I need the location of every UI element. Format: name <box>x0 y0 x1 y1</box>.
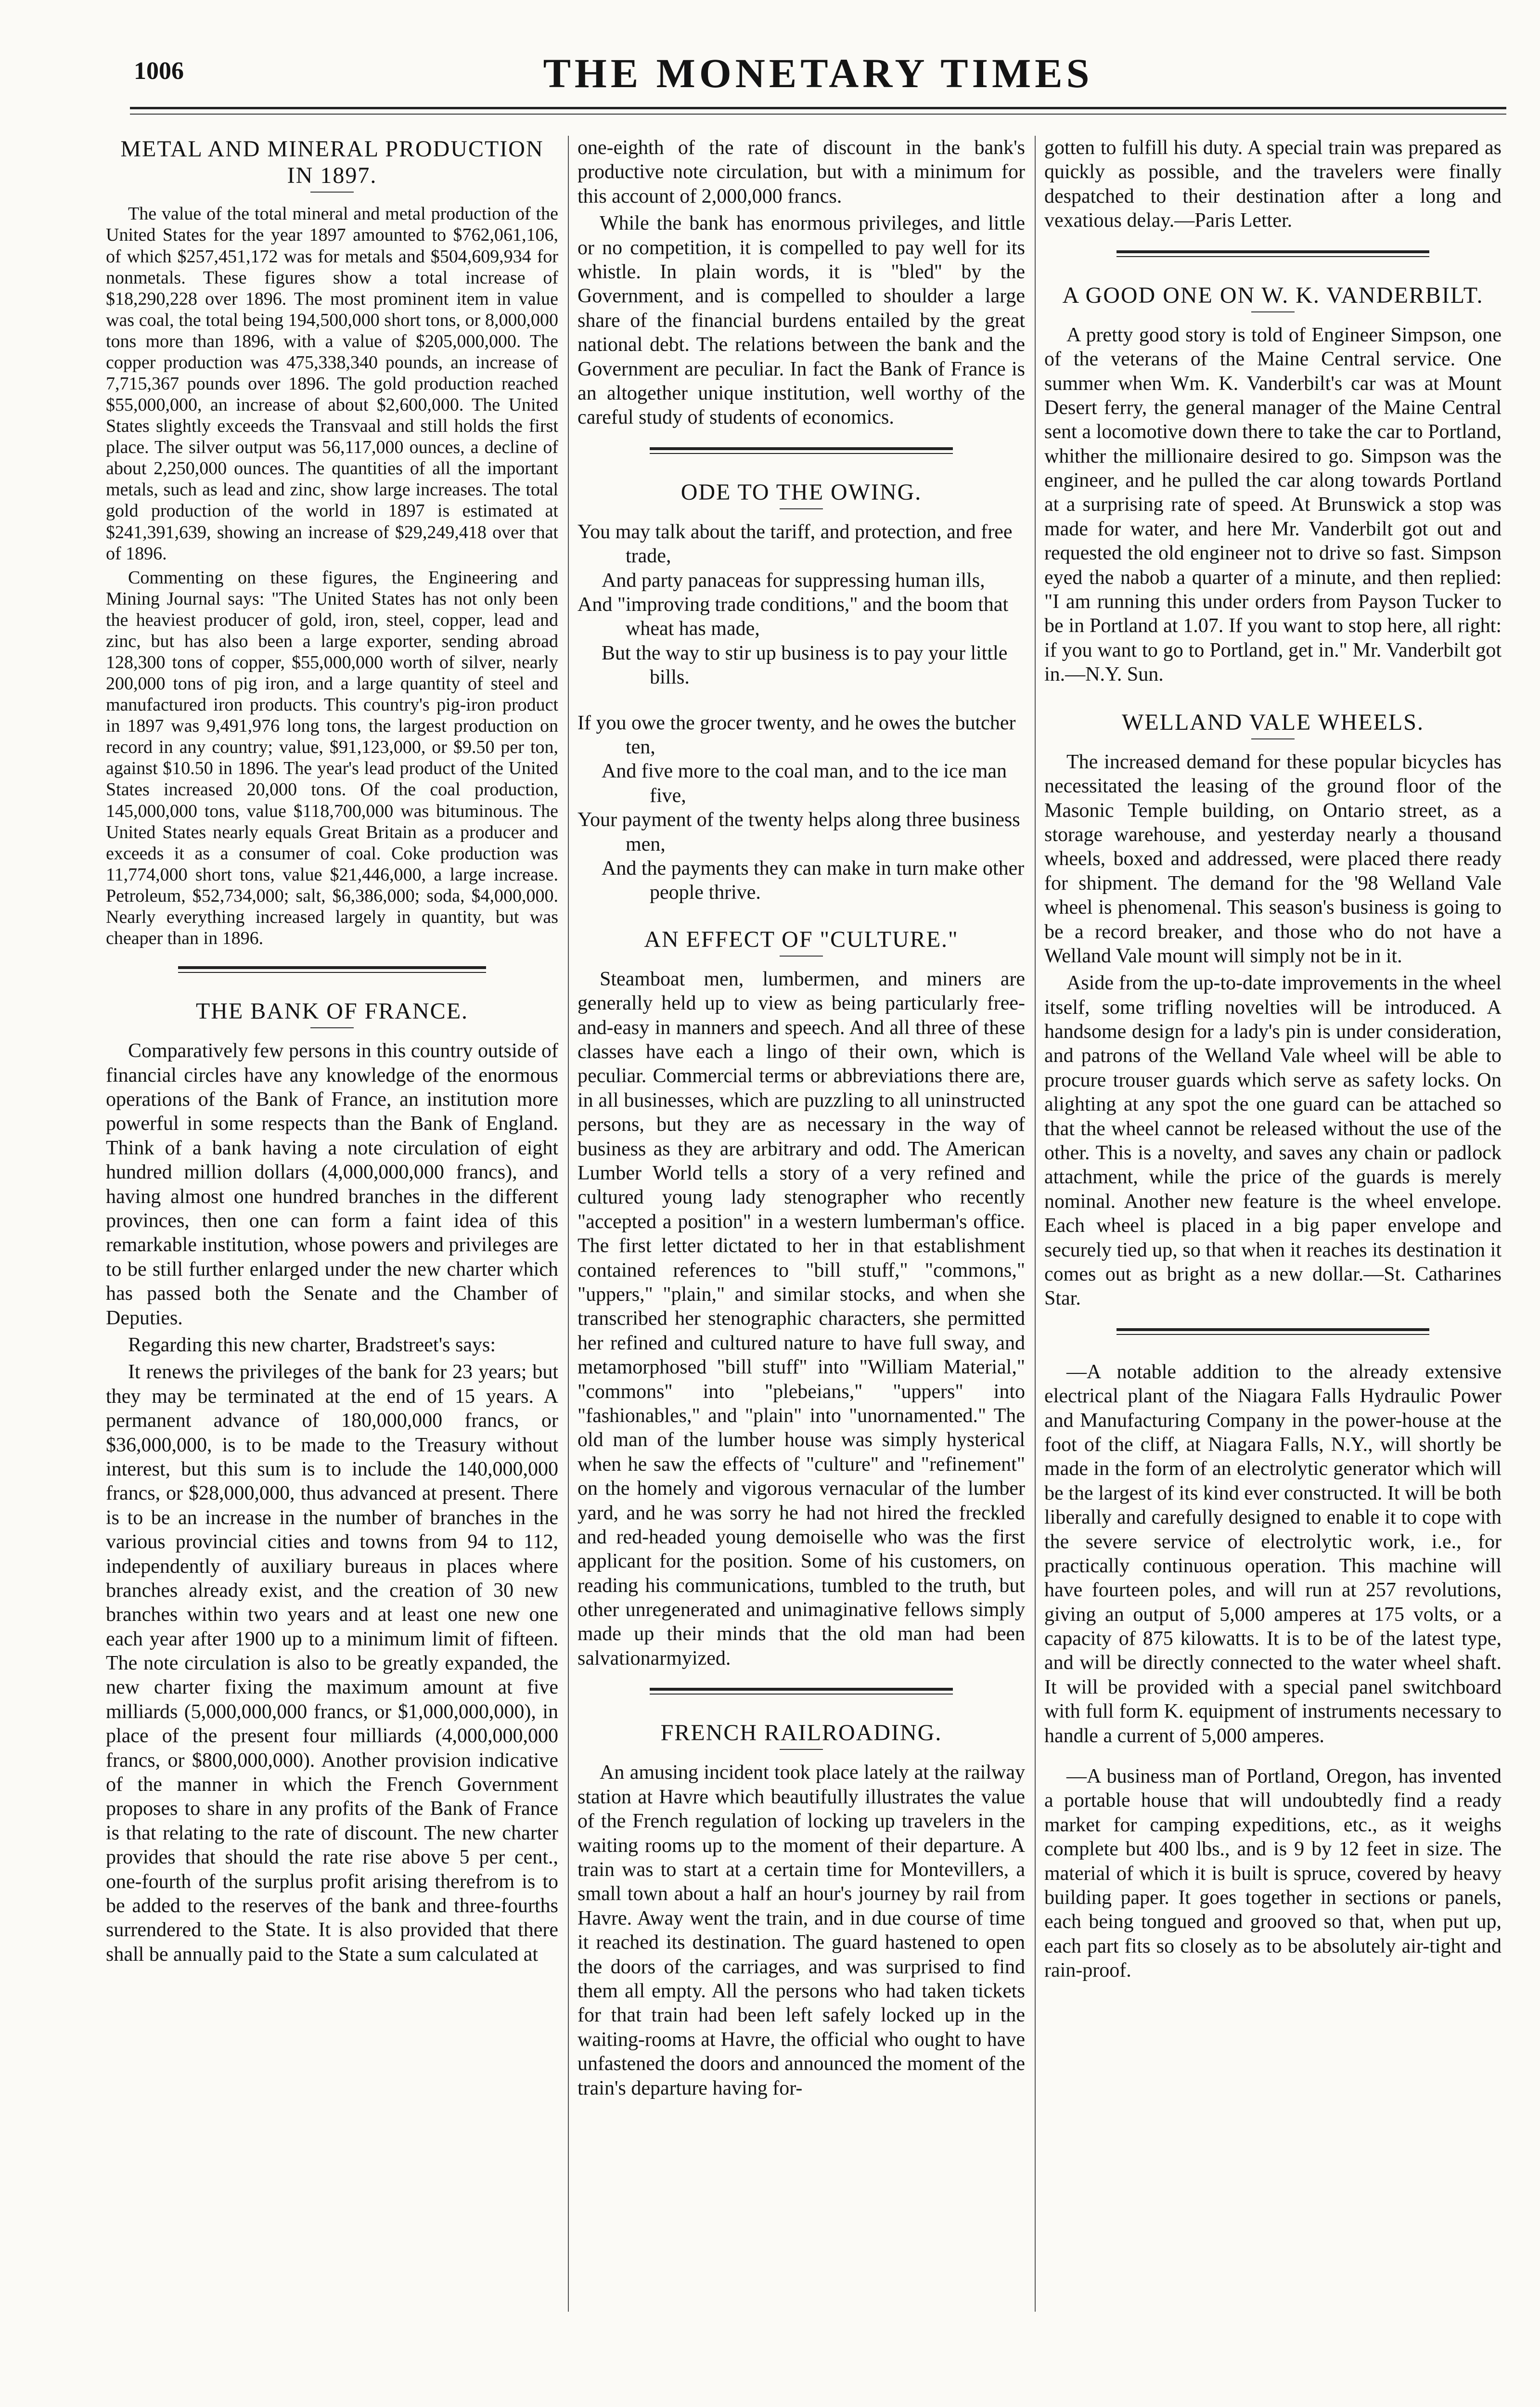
article-paragraph: —A business man of Portland, Oregon, has invented a portable house that will undoubtedly find a ready market for camping expeditions, etc., as it weighs complete but 400 lbs., and is 9 by 12 feet in size. The material of which it is built is spruce, covered by heavy building paper. It goes together in sections or panels, each being tongued and grooved so that, when put up, each part fits so closely as to be absolutely air-tight and rain-proof. <box>1044 1765 1502 1982</box>
article-paragraph: Commenting on these figures, the Engineering and Mining Journal says: "The United States has not only been the heaviest producer of gold, iron, steel, copper, lead and zinc, but has also been a large exporter, sending abroad 128,300 tons of copper, $55,000,000 worth of silver, nearly 200,000 tons of pig iron, and a large quantity of steel and manufactured iron products. This country's pig-iron product in 1897 was 9,491,976 long tons, the largest production on record in any country; value, $91,123,000, or $9.50 per ton, against $10.50 in 1896. The year's lead product of the United States increased 20,000 tons. Of the coal production, 145,000,000 tons, value $118,700,000 was bituminous. The United States nearly equals Great Britain as a producer and exceeds it as a consumer of coal. Coke production was 11,774,000 short tons, value $21,446,000, a large increase. Petroleum, $52,734,000; salt, $6,386,000; soda, $4,000,000. Nearly everything increased largely in quantity, but was cheaper than in 1896. <box>106 567 558 949</box>
article-paragraph: A pretty good story is told of Engineer Simpson, one of the veterans of the Maine Central service. One summer when Wm. K. Vanderbilt's car was at Mount Desert ferry, the general manager of the Maine Central sent a locomotive down there to take the car to Portland, whither the millionaire desired to go. Simpson was the engineer, and he pulled the car along towards Portland at a surprising rate of speed. At Brunswick a stop was made for water, and here Mr. Vanderbilt got out and requested the old engineer not to drive so fast. Simpson eyed the nabob a quarter of a minute, and then replied: "I am running this under orders from Payson Tucker to be in Portland at 1.07. If you want to stop here, all right: if you want to go to Portland, get in." Mr. Vanderbilt got in.—N.Y. Sun. <box>1044 324 1502 686</box>
title-rule <box>1251 311 1295 312</box>
item-niagara-falls <box>1044 1360 1502 1748</box>
article-paragraph: It renews the privileges of the bank for 23 years; but they may be terminated at the end of 15 years. A permanent advance of 180,000,000 francs, or $36,000,000, is to be made to the Treasury without interest, but this sum is to include the 140,000,000 francs, or $28,000,000, thus advanced at present. There is to be an increase in the number of branches in the various provincial cities and towns from 94 to 112, independently of auxiliary bureaus in places where branches already exist, and the creation of 30 new branches within two years and at least one new one each year after 1900 up to a minimum limit of fifteen. The note circulation is also to be greatly expanded, the new charter fixing the maximum amount at five milliards (5,000,000,000 francs, or $1,000,000,000), in place of the present four milliards (4,000,000,000 francs, or $800,000,000). Another provision indicative of the manner in which the French Government proposes to share in any profits of the Bank of France is that relating to the rate of discount. The new charter provides that should the rate rise above 5 per cent., one-fourth of the surplus profit arising therefrom is to be added to the reserves of the bank and three-fourths surrendered to the State. It is also provided that there shall be annually paid to the State a sum calculated at <box>106 1361 558 1966</box>
article-separator <box>1116 1328 1429 1335</box>
article-separator <box>178 966 486 973</box>
title-rule <box>310 1027 354 1028</box>
spacer <box>1044 690 1502 709</box>
article-welland-vale <box>1044 709 1502 1311</box>
masthead-rule-thin <box>130 114 1506 115</box>
article-paragraph: The value of the total mineral and metal production of the United States for the year 1897 amounted to $762,061,106, of which $257,451,172 was for metals and $504,609,934 for nonmetals. These figures show a total increase of $18,290,228 over 1896. The most prominent item in value was coal, the total being 194,500,000 short tons, or 8,000,000 tons more than 1896, with a value of $205,000,000. The copper production was 475,338,340 pounds, an increase of 7,715,367 pounds over 1896. The gold production reached $55,000,000, an increase of about $2,600,000. The United States slightly exceeds the Transvaal and still holds the first place. The silver output was 56,117,000 ounces, a decline of about 2,250,000 ounces. The quantities of all the important metals, such as lead and zinc, show large increases. The total gold production of the world in 1897 is estimated at $241,391,639, showing an increase of $29,249,418 over that of 1896. <box>106 204 558 564</box>
masthead <box>130 48 1506 120</box>
column-1 <box>106 136 558 2316</box>
article-title: A GOOD ONE ON W. K. VANDERBILT. <box>1062 282 1484 308</box>
article-paragraph: gotten to fulfill his duty. A special train was prepared as quickly as possible, and the travelers were finally despatched to their destination after a long and vexatious delay.—Paris Letter. <box>1044 137 1502 232</box>
article-french-railroading <box>578 1720 1025 2100</box>
poem-line: If you owe the grocer twenty, and he owes the butcher ten, <box>578 712 1016 758</box>
article-bank-of-france <box>106 998 558 1967</box>
poem-line: And "improving trade conditions," and the boom that wheat has made, <box>578 594 1009 640</box>
article-paragraph: The increased demand for these popular bicycles has necessitated the leasing of the ground floor of the Masonic Temple building, on Ontario street, as a storage warehouse, and yesterday nearly a thousand wheels, boxed and addressed, were placed there ready for shipment. The demand for the '98 Welland Vale wheel is phenomenal. This season's business is going to be a record breaker, and those who do not have a Welland Vale mount will simply not be in it. <box>1044 751 1502 967</box>
masthead-rule <box>130 107 1506 109</box>
article-french-continued <box>1044 136 1502 233</box>
page-number: 1006 <box>134 57 184 85</box>
article-title: METAL AND MINERAL PRODUCTION IN 1897. <box>120 136 544 189</box>
spacer <box>1044 1751 1502 1764</box>
article-paragraph: Regarding this new charter, Bradstreet's says: <box>128 1333 496 1356</box>
masthead-title: THE MONETARY TIMES <box>543 50 1093 96</box>
title-rule <box>780 956 823 957</box>
article-vanderbilt <box>1044 282 1502 687</box>
article-title: THE BANK OF FRANCE. <box>195 998 469 1024</box>
title-rule <box>780 1749 823 1750</box>
article-paragraph: one-eighth of the rate of discount in the bank's productive note circulation, but with a minimum for this account of 2,000,000 francs. <box>578 137 1025 207</box>
article-separator <box>650 1688 953 1695</box>
article-paragraph: —A notable addition to the already extensive electrical plant of the Niagara Falls Hydraulic Power and Manufacturing Company in the power-house at the foot of the cliff, at Niagara Falls, N.Y., will shortly be made in the form of an electrolytic generator which will be the largest of its kind ever constructed. It will be both liberally and carefully designed to enable it to cope with the severe service of electrolytic work, i.e., for practically continuous operation. This machine will have fourteen poles, and will run at 257 revolutions, giving an output of 5,000 amperes at 175 volts, or a capacity of 875 kilowatts. It is to be of the latest type, and will be directly connected to the water wheel shaft. It will be provided with a special panel switchboard with full form K. equipment of instruments necessary to handle a current of 5,000 amperes. <box>1044 1360 1502 1747</box>
article-title: AN EFFECT OF "CULTURE." <box>644 926 959 952</box>
article-title: FRENCH RAILROADING. <box>660 1720 942 1746</box>
poem-line: And five more to the coal man, and to the ice man five, <box>602 760 1007 807</box>
column-divider <box>568 136 569 2312</box>
poem-stanza <box>578 711 1025 905</box>
item-portable-house <box>1044 1764 1502 1983</box>
article-paragraph: An amusing incident took place lately at the railway station at Havre which beautifully illustrates the value of the French regulation of locking up travelers in the waiting rooms up to the moment of their departure. A train was to start at a certain time for Montevillers, a small town about a half an hour's journey by rail from Havre. Away went the train, and in due course of time it reached its destination. The guard hastened to open the doors of the carriages, and was surprised to find them all empty. All the persons who had taken tickets for that train had been left safely locked up in the waiting-rooms at Havre, the official who ought to have unfastened the doors and announced the moment of the train's departure having for- <box>578 1761 1025 2099</box>
article-metal-production <box>106 136 558 949</box>
article-paragraph: Aside from the up-to-date improvements in the wheel itself, some trifling novelties will be introduced. A handsome design for a lady's pin is under consideration, and patrons of the Welland Vale wheel will be able to procure trouser guards which serve as safety locks. On alighting at any spot the one guard can be attached so that the wheel cannot be released without the use of the other. This is a novelty, and saves any chain or padlock attachment, while the price of the guards is merely nominal. Another new feature is the wheel envelope. Each wheel is placed in a big paper envelope and securely tied up, so that when it reaches its destination it comes out as bright as a new dollar.—St. Catharines Star. <box>1044 972 1502 1310</box>
article-title: WELLAND VALE WHEELS. <box>1122 709 1424 735</box>
column-2 <box>578 136 1025 2316</box>
article-paragraph: While the bank has enormous privileges, and little or no competition, it is compelled to pay well for its whistle. In plain words, it is "bled" by the Government, and is compelled to shoulder a large share of the financial burdens entailed by the great national debt. The relations between the bank and the Government are peculiar. In fact the Bank of France is an altogether unique institution, well worthy of the careful study of students of economics. <box>578 212 1025 429</box>
poem-line: But the way to stir up business is to pay your little bills. <box>602 642 1008 689</box>
article-paragraph: Comparatively few persons in this country outside of financial circles have any knowledge of the enormous operations of the Bank of France, an institution more powerful in some respects than the Bank of England. Think of a bank having a note circulation of eight hundred million dollars (4,000,000,000 francs), and having almost one hundred branches in the different provinces, then one can form a faint idea of this remarkable institution, whose powers and privileges are to be still further enlarged under the new charter which has passed both the Senate and the Chamber of Deputies. <box>106 1040 558 1329</box>
title-rule <box>1251 738 1295 739</box>
column-3 <box>1044 136 1502 2316</box>
article-effect-of-culture <box>578 926 1025 1671</box>
column-divider <box>1035 136 1036 2312</box>
poem-line: Your payment of the twenty helps along three business men, <box>578 809 1020 855</box>
poem-line: You may talk about the tariff, and protection, and free trade, <box>578 520 1013 568</box>
poem-line: And party panaceas for suppressing human ills, <box>602 569 985 592</box>
poem-line: And the payments they can make in turn make other people thrive. <box>602 857 1025 904</box>
article-separator <box>650 447 953 454</box>
article-separator <box>1116 250 1429 257</box>
title-rule <box>310 192 354 193</box>
article-bank-continued <box>578 136 1025 430</box>
article-paragraph: Steamboat men, lumbermen, and miners are generally held up to view as being particularly free-and-easy in manners and speech. And all three of these classes have each a lingo of their own, which is peculiar. Commercial terms or abbreviations there are, in all businesses, which are puzzling to all uninstructed persons, but they are as necessary in the way of business as they are arbitrary and odd. The American Lumber World tells a story of a very refined and cultured young lady stenographer who recently "accepted a position" in a western lumberman's office. The first letter dictated to her in that establishment contained references to "bill stuff," "commons," "uppers," "plain," and similar stocks, and when she transcribed her stenographic characters, she permitted her refined and cultured nature to have full sway, and metamorphosed "bill stuff" into "William Material," "commons" into "plebeians," "uppers" into "fashionables," and "plain" into "unornamented." The old man of the lumber house was simply hysterical when he saw the effects of "culture" and "refinement" on the homely and vigorous vernacular of the lumber yard, and he was sorry he had not hired the freckled and red-headed young demoiselle who was the first applicant for the position. Some of his customers, on reading his communications, tumbled to the truth, but other unregenerated and unimaginative fellows simply made up their minds that the old man had been salvationarmyized. <box>578 968 1025 1669</box>
poem-title: ODE TO THE OWING. <box>680 479 922 505</box>
poem-ode-to-the-owing <box>578 479 1025 905</box>
title-rule <box>780 508 823 509</box>
poem-stanza <box>578 520 1025 690</box>
